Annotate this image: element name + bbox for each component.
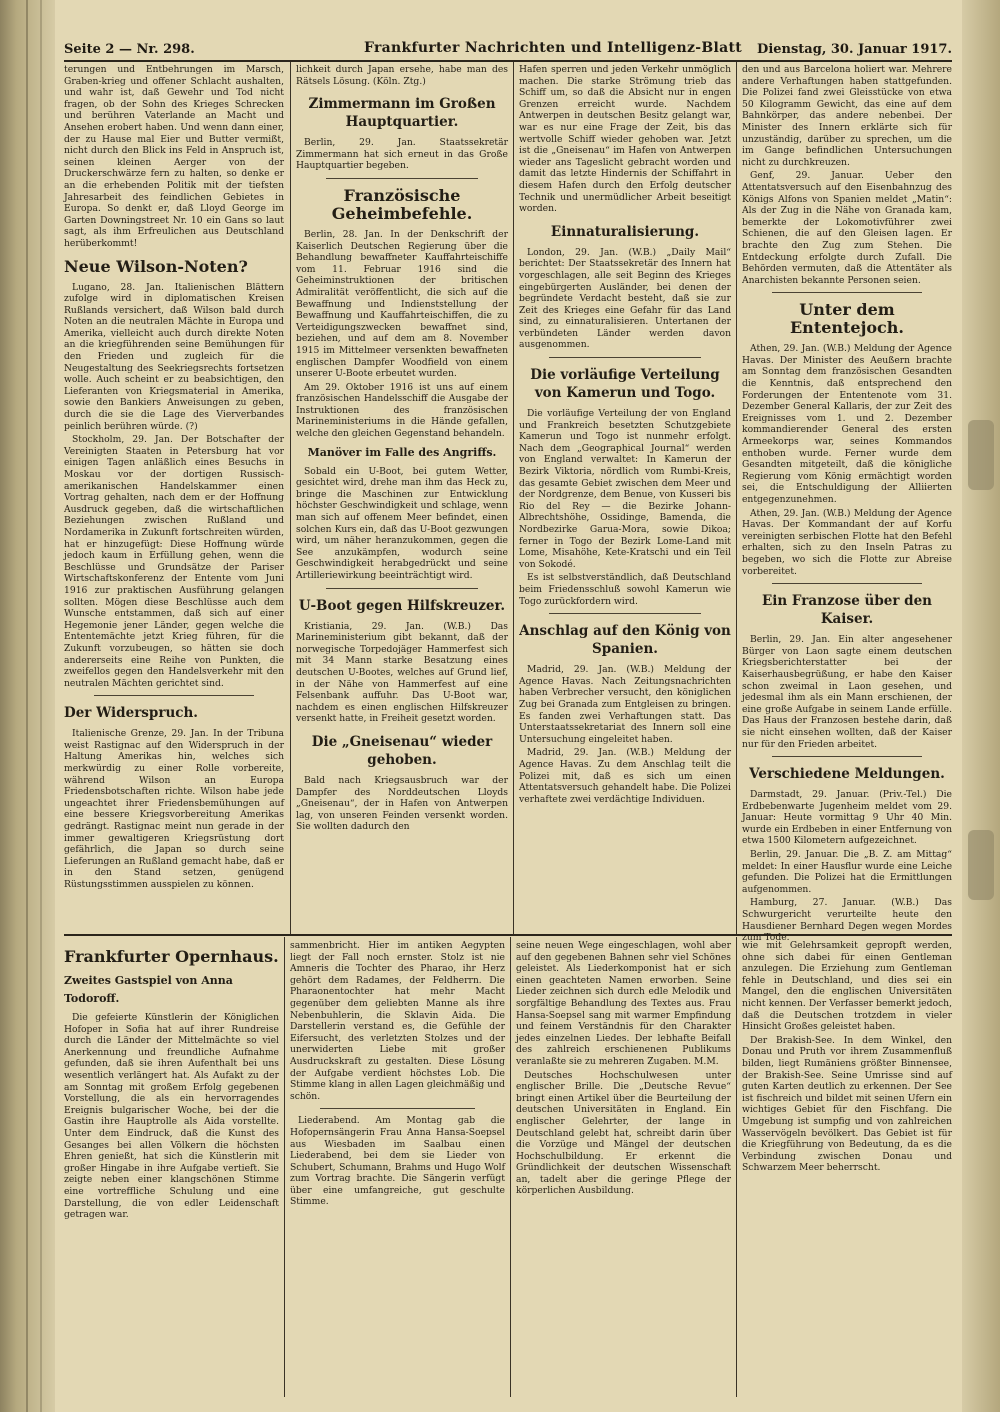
- article-text: Es ist selbstverständlich, daß Deutschland beim Friedensschluß sowohl Kamerun wie Togo zurückfordern wird.: [519, 572, 731, 607]
- article-text: Liederabend. Am Montag gab die Hofopernsängerin Frau Anna Hansa-Soepsel aus Wiesbaden im Saalbau einen Liederabend, bei dem sie Lieder von Schubert, Schumann, Brahms und Hugo Wolf zum Vortrag brachte. Die Sängerin verfügt über eine umfangreiche, gut geschulte Stimme.: [290, 1115, 505, 1208]
- article-text: Hafen sperren und jeden Verkehr unmöglich machen. Die starke Strömung trieb das Schiff um, so daß die Absicht nur in engen Grenzen erreicht wurde. Nachdem Antwerpen in deutschen Besitz gelangt war, war es nur eine Frage der Zeit, bis das wertvolle Schiff wieder gehoben war. Jetzt ist die „Gneisenau“ im Hafen von Antwerpen wieder ans Tageslicht gebracht worden und damit das letzte Hindernis der Schiffahrt in diesem Hafen durch den Erfolg deutscher Technik und unermüdlicher Arbeit beseitigt worden.: [519, 64, 731, 215]
- article-text: Berlin, 29. Jan. Ein alter angesehener Bürger von Laon sagte einem deutschen Kriegsberichterstatter bei der Kaiserhausbegrüßung, er habe den Kaiser schon zweimal in Laon gesehen, und jedesmal ihm als ein Mann erschienen, der eine große Aufgabe in seinem Lande erfülle. Das Haus der Franzosen bestehe darin, daß sie nicht einsehen wollten, daß der Kaiser nur für den Frieden arbeitet.: [742, 634, 952, 750]
- article-text: sammenbricht. Hier im antiken Aegypten liegt der Fall noch ernster. Stolz ist nie Amneris die Tochter des Pharao, ihr Herz gehört dem Radames, der Feldherrn. Die Pharaonentochter hat mehr Macht gegenüber dem geliebten Manne als ihre Nebenbuhlerin, die Sklavin Aida. Die Darstellerin verstand es, die Gefühle der Eifersucht, des verletzten Stolzes und der unerwiderten Liebe mit großer Ausdruckskraft zu gestalten. Diese Lösung der Aufgabe verdient höchstes Lob. Die Stimme klang in allen Lagen gleichmäßig und schön.: [290, 940, 505, 1102]
- article-text: wie mit Gelehrsamkeit gepropft werden, ohne sich dabei für einen Gentleman anzulegen. Die Erziehung zum Gentleman fehle in Deutschland, und dies sei ein Mangel, den die englischen Universitäten nicht kennen. Der Verfasser bemerkt jedoch, daß die Deutschen trotzdem in vieler Hinsicht Großes geleistet haben.: [742, 940, 952, 1033]
- headline: Anschlag auf den König von Spanien.: [519, 623, 731, 658]
- page-number: Seite 2 — Nr. 298.: [64, 42, 195, 57]
- article-text: Sobald ein U-Boot, bei gutem Wetter, gesichtet wird, drehe man ihm das Heck zu, bringe die Maschinen zur Entwicklung höchster Geschwindigkeit und schlage, wenn man sich auf offenem Meer befindet, einen solchen Kurs ein, daß das U-Boot gezwungen wird, um näher heranzukommen, gegen die See anzukämpfen, wodurch seine Geschwindigkeit herabgedrückt und seine Artilleriewirkung beeinträchtigt wird.: [296, 465, 508, 581]
- headline: Unter dem Ententejoch.: [789, 300, 904, 338]
- lower-column-1: [64, 940, 279, 1395]
- headline: Französische Geheimbefehle.: [331, 185, 473, 223]
- headline: Zimmermann im Großen Hauptquartier.: [308, 96, 496, 131]
- article-text: lichkeit durch Japan ersehe, habe man des Rätsels Lösung. (Köln. Ztg.): [296, 64, 508, 87]
- article-text: Berlin, 28. Jan. In der Denkschrift der Kaiserlich Deutschen Regierung über die Behandlung bewaffneter Kauffahrteischiffe vom 11. Februar 1916 sind die Geheiminstruktionen der britischen Admiralität veröffentlicht, die sich auf die Bewaffnung und Indienststellung der Bewaffnung und Kauffahrteischiffen, die zu Verteidigungszwecken bewaffnet sind, beziehen, und auf dem am 8. November 1915 im Mittelmeer versenkten bewaffneten englischen Dampfer Woodfield von einem unserer U-Boote erbeutet wurden.: [296, 228, 508, 380]
- headline: Ein Franzose über den Kaiser.: [761, 593, 932, 628]
- lower-column-4: [742, 940, 952, 1395]
- article-text: Italienische Grenze, 29. Jan. In der Tribuna weist Rastignac auf den Widerspruch in der Haltung Amerikas hin, welches sich merkwürdig zu einer Rolle vorbereite, während Wilson an Europa Friedensbotschaften richte. Wilson habe jede ungeachtet ihrer Friedensbemühungen auf eine bessere Kriegsvorbereitung Amerikas gedrängt. Rastignac meint nun gerade in der immer gewaltigeren Kriegsrüstung dort gefährlich, die Japan so durch seine Lieferungen an Rußland gemacht habe, daß er in den Stand setzen, genügend Rüstungsstimmen ausspielen zu können.: [64, 728, 284, 890]
- column-4: [742, 64, 952, 944]
- article-text: seine neuen Wege eingeschlagen, wohl aber auf den gegebenen Bahnen sehr viel Schönes geleistet. Als Liederkomponist hat er sich einen geachteten Namen erworben. Seine Lieder zeichnen sich durch edle Melodik und sorgfältige Behandlung des Textes aus. Frau Hansa-Soepsel sang mit warmer Empfindung und feinem Verständnis für den Charakter jedes einzelnen Liedes. Der lebhafte Beifall des zahlreich erschienenen Publikums veranlaßte sie zu mehreren Zugaben. M.M.: [516, 940, 731, 1067]
- article-text: Madrid, 29. Jan. (W.B.) Meldung der Agence Havas. Zu dem Anschlag teilt die Polizei mit, daß es sich um einen Attentatsversuch gehandelt habe. Die Polizei verhaftete zwei verdächtige Individuen.: [519, 747, 731, 805]
- masthead: Frankfurter Nachrichten und Intelligenz-Blatt: [364, 40, 742, 56]
- issue-date: Dienstag, 30. Januar 1917.: [757, 42, 952, 57]
- subheading: Manöver im Falle des Angriffs.: [307, 445, 497, 459]
- headline: Verschiedene Meldungen.: [749, 766, 945, 783]
- article-text: Stockholm, 29. Jan. Der Botschafter der Vereinigten Staaten in Petersburg hat vor einigen Tagen anläßlich eines Besuchs in Moskau vor der dortigen Russisch-amerikanischen Handelskammer einen Vortrag gehalten, nach dem er der Hoffnung Ausdruck gegeben, daß die wirtschaftlichen Beziehungen zwischen Rußland und Nordamerika in Zukunft fortschreiten würden, hat er hinzugefügt: Diese Hoffnung würde jedoch kaum in Erfüllung gehen, wenn die Beschlüsse und Grundsätze der Pariser Wirtschaftskonferenz der Entente vom Juni 1916 zur praktischen Ausführung gelangen sollten. Mögen diese Beschlüsse auch dem Wunsche entstammen, daß sich auf einer Hegemonie jener Länder, gegen welche die Ententemächte jetzt Krieg führen, für die Zukunft vorzubeugen, so hätten sie doch andererseits eine Reihe von Punkten, die zweifellos gegen den Handelsverkehr mit den neutralen Mächten gerichtet sind.: [64, 434, 284, 689]
- lower-column-2: [290, 940, 505, 1395]
- headline: Die „Gneisenau“ wieder gehoben.: [311, 733, 493, 768]
- column-2: [296, 64, 508, 932]
- article-text: Bald nach Kriegsausbruch war der Dampfer des Norddeutschen Lloyds „Gneisenau“, der in Hafen von Antwerpen lag, von unseren Feinden versenkt worden. Sie wollten dadurch den: [296, 774, 508, 833]
- article-text: Berlin, 29. Januar. Die „B. Z. am Mittag“ meldet: In einer Hausflur wurde eine Leiche gefunden. Die Polizei hat die Ermittlungen aufgenommen.: [742, 849, 952, 895]
- headline: Neue Wilson-Noten?: [64, 256, 248, 276]
- lower-column-3: [516, 940, 731, 1395]
- article-text: Genf, 29. Januar. Ueber den Attentatsversuch auf den Eisenbahnzug des Königs Alfons von Spanien meldet „Matin“: Als der Zug in die Nähe von Granada kam, bemerkte der Lokomotivführer zwei Schienen, die auf den Gleisen lagen. Er brachte den Zug zum Stehen. Die Entdeckung erfolgte durch Zufall. Die Behörden vermuten, daß die Attentäter als Anarchisten bekannte Personen seien.: [742, 170, 952, 286]
- article-text: Am 29. Oktober 1916 ist uns auf einem französischen Handelsschiff die Ausgabe der Instruktionen des französischen Marineministeriums in die Hände gefallen, welche den gleichen Gegenstand behandeln.: [296, 381, 508, 440]
- subheading: Zweites Gastspiel von Anna Todoroff.: [64, 974, 233, 1005]
- article-text: Die gefeierte Künstlerin der Königlichen Hofoper in Sofia hat auf ihrer Rundreise durch die Länder der Mittelmächte so viel Anerkennung und freundliche Aufnahme gefunden, daß sie ihren Aufenthalt bei uns wesentlich verlängert hat. Als Aufakt zu der am Sonntag mit großem Erfolg gegebenen Vorstellung, die als ein hervorragendes Ereignis bulgarischer Woche, bei der die Gastin ihre Hauptrolle als Aida vorstellte. Unter dem Eindruck, daß die Kunst des Gesanges bei allen Völkern die höchsten Ehren genießt, hat sich die Künstlerin mit großer Hingabe in ihre Aufgabe vertieft. Sie zeigte neben einer klangschönen Stimme eine vortreffliche Schulung und eine Darstellung, die von edler Leidenschaft getragen war.: [64, 1012, 279, 1221]
- header-rule: [64, 60, 952, 62]
- article-text: Athen, 29. Jan. (W.B.) Meldung der Agence Havas. Der Minister des Aeußern brachte am Sonntag dem französischen Gesandten die Kenntnis, daß entsprechend den Forderungen der Ententenote vom 31. Dezember General Kallaris, der zur Zeit des Ereignisses vom 1. und 2. Dezember kommandierender General des ersten Armeekorps war, seines Kommandos enthoben wurde. Ferner wurde dem Gesandten mitgeteilt, daß die königliche Regierung vom König ermächtigt worden sei, die Entschuldigung der Alliierten entgegenzunehmen.: [742, 343, 952, 505]
- article-text: Hamburg, 27. Januar. (W.B.) Das Schwurgericht verurteilte heute den Hausdiener Bernhard Degen wegen Mordes zum Tode.: [742, 897, 952, 944]
- article-text: Athen, 29. Jan. (W.B.) Meldung der Agence Havas. Der Kommandant der auf Korfu vereinigten serbischen Flotte hat den Befehl erhalten, sich zu den Inseln Patras zu begeben, wo sich die Flotte zur Abreise vorbereitet.: [742, 507, 952, 577]
- article-text: Der Brakish-See. In dem Winkel, den Donau und Pruth vor ihrem Zusammenfluß bilden, liegt Rumäniens größter Binnensee, der Brakish-See. Seine Umrisse sind auf guten Karten deutlich zu erkennen. Der See ist fischreich und bildet mit seinen Ufern ein wichtiges Gebiet für den Fischfang. Die Umgebung ist sumpfig und von zahlreichen Wasservögeln bevölkert. Das Gebiet ist für die Kriegführung von Bedeutung, da es die Verbindung zwischen Donau und Schwarzem Meer beherrscht.: [742, 1034, 952, 1174]
- headline: U-Boot gegen Hilfskreuzer.: [298, 597, 506, 614]
- headline: Einnaturalisierung.: [550, 223, 700, 240]
- article-text: Deutsches Hochschulwesen unter englischer Brille. Die „Deutsche Revue“ bringt einen Artikel über die Beurteilung der deutschen Universitäten in England. Ein englischer Gelehrter, der lange in Deutschland gelebt hat, schreibt darin über die Vorzüge und Mängel der deutschen Hochschulbildung. Er erkennt die Gründlichkeit der deutschen Wissenschaft an, tadelt aber die geringe Pflege der körperlichen Ausbildung.: [516, 1069, 731, 1197]
- article-text: Berlin, 29. Jan. Staatssekretär Zimmermann hat sich erneut in das Große Hauptquartier begeben.: [296, 137, 508, 172]
- binding-clip: [968, 420, 994, 490]
- binding-clip: [968, 830, 994, 900]
- article-text: terungen und Entbehrungen im Marsch, Graben-krieg und offener Schlacht aushalten, und wahr ist, daß Gewehr und Tod nicht fragen, ob der Sohn des Krieges Schrecken und berühren Vaterlande an Macht und Ansehen erobert haben. Und wenn dann einer, der zu Hause mal Eier und Butter vermißt, nicht durch den Blick ins Feld in Anspruch ist, seinen kleinen Aerger von der Druckerschwärze fern zu halten, so denke er an die erhebenden Politik mit der tiefsten Jahresarbeit des feindlichen Gebietes in Europa. So denkt er, daß Lloyd George im Garten Downingstreet Nr. 10 ein Gans so laut sagt, als ihm Erfreulichen aus Deutschland herüberkommt!: [64, 64, 284, 249]
- column-3: [519, 64, 731, 932]
- page-edge: [962, 0, 1000, 1412]
- article-text: Kristiania, 29. Jan. (W.B.) Das Marineministerium gibt bekannt, daß der norwegische Torpedojäger Hammerfest sich mit 34 Mann starke Besatzung eines deutschen U-Bootes, welches auf Grund lief, in der Nähe von Hammerfest auf eine Felsenbank auffuhr. Das U-Boot war, nachdem es einen englischen Hilfskreuzer versenkt hatte, in Freiheit gesetzt worden.: [296, 620, 508, 725]
- article-text: den und aus Barcelona holiert war. Mehrere andere Verhaftungen haben stattgefunden. Die Polizei fand zwei Gleisstücke von etwa 50 Kilogramm Gewicht, das eine auf dem Bahnkörper, das andere nebenbei. Der Minister des Innern erklärte sich für unzuständig, darüber zu sprechen, um die im Gange befindlichen Untersuchungen nicht zu durchkreuzen.: [742, 64, 952, 168]
- headline: Die vorläufige Verteilung von Kamerun und Togo.: [530, 367, 720, 402]
- headline: Frankfurter Opernhaus.: [64, 947, 279, 966]
- article-text: Die vorläufige Verteilung der von England und Frankreich besetzten Schutzgebiete Kamerun und Togo ist nunmehr erfolgt. Nach dem „Geographical Journal“ werden von England verwaltet: In Kamerun der Bezirk Viktoria, nördlich vom Rumbi-Kreis, das gesamte Gebiet zwischen dem Meer und der Nordgrenze, dem Benue, von Kusseri bis Rio del Rey — die Bezirke Johann-Albrechtshöhe, Ossidinge, Bamenda, die Nordbezirke Garua-Mora, sowie Dikoa; ferner in Togo der Bezirk Lome-Land mit Lome, Misahöhe, Kete-Kratschi und ein Teil von Sokodé.: [519, 408, 731, 570]
- article-text: London, 29. Jan. (W.B.) „Daily Mail“ berichtet: Der Staatssekretär des Innern hat vorgeschlagen, alle seit Beginn des Krieges eingebürgerten Ausländer, bei denen der begründete Verdacht besteht, daß sie zur Zeit des Krieges eine Gefahr für das Land sind, zu einnaturalisieren. Untertanen der verbündeten Länder werden davon ausgenommen.: [519, 246, 731, 351]
- headline: Der Widerspruch.: [64, 705, 199, 722]
- article-text: Darmstadt, 29. Januar. (Priv.-Tel.) Die Erdbebenwarte Jugenheim meldet vom 29. Januar: Heute vormittag 9 Uhr 40 Min. wurde ein Erdbeben in einer Entfernung von etwa 1500 Kilometern aufgezeichnet.: [742, 789, 952, 847]
- article-text: Madrid, 29. Jan. (W.B.) Meldung der Agence Havas. Nach Zeitungsnachrichten haben Verbrecher versucht, den königlichen Zug bei Granada zum Entgleisen zu bringen. Es fanden zwei Verhaftungen statt. Das Unterstaatssekretariat des Innern soll eine Untersuchung eingeleitet haben.: [519, 664, 731, 745]
- column-1: [64, 64, 284, 932]
- binding-gutter: [0, 0, 55, 1412]
- article-text: Lugano, 28. Jan. Italienischen Blättern zufolge wird in diplomatischen Kreisen Rußlands versichert, daß Wilson bald durch Noten an die neutralen Mächte in Europa und Amerika, vielleicht auch durch direkte Noten an die kriegführenden seine Bemühungen für den Frieden und zugleich für die Neugestaltung des Seekriegsrechts fortsetzen wolle. Auch scheint er zu beabsichtigen, den Lieferanten von Kriegsmaterial in Amerika, sowie den Bankiers Anweisungen zu geben, durch die sie die Lage des Vierverbandes peinlich berühren würde. (?): [64, 281, 284, 432]
